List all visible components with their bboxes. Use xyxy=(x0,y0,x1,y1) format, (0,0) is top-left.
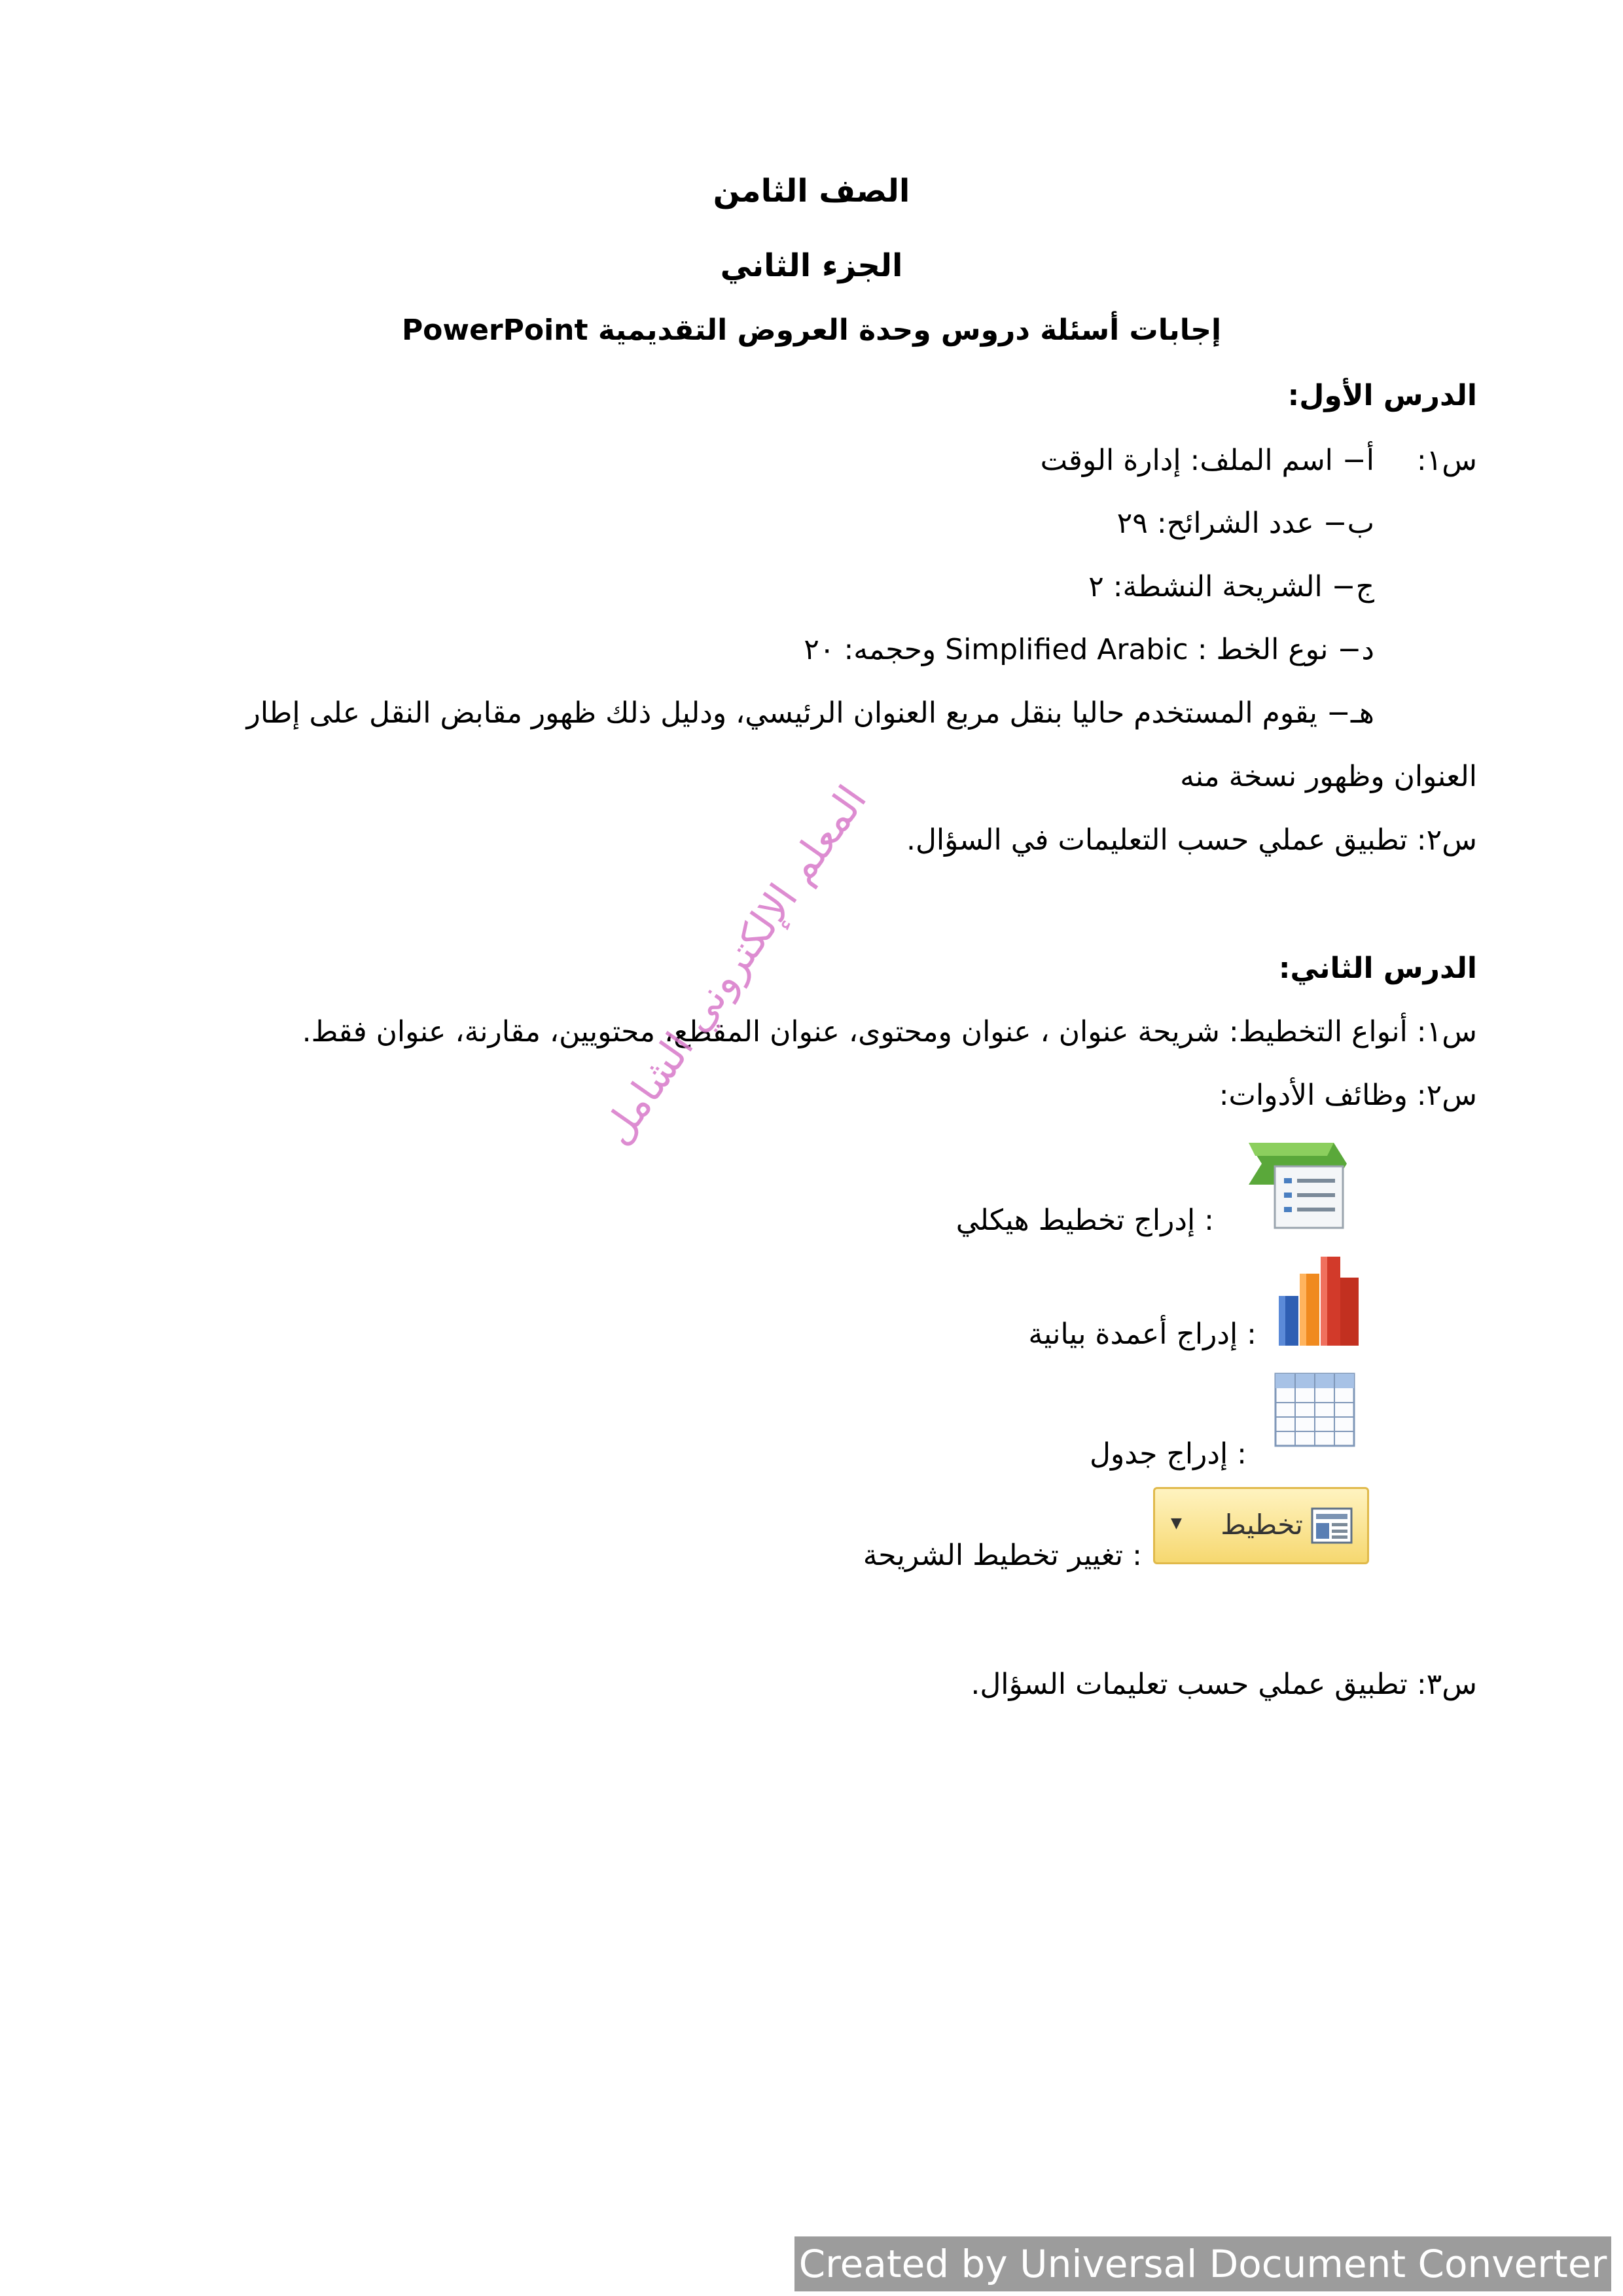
tool-smartart-label: : إدراج تخطيط هيكلي xyxy=(955,1204,1214,1237)
table-icon xyxy=(1273,1371,1357,1448)
bar-chart-icon xyxy=(1275,1251,1361,1350)
layout-button-label: تخطيط xyxy=(1221,1509,1303,1541)
q1-answer-d: د− نوع الخط : Simplified Arabic وحجمه: ٢٠ xyxy=(804,633,1374,666)
lesson2-heading: الدرس الثاني: xyxy=(1278,952,1477,985)
tool-chart-label: : إدراج أعمدة بيانية xyxy=(1028,1318,1257,1351)
layout-icon xyxy=(1311,1507,1353,1544)
lesson1-q2: س٢: تطبيق عملي حسب التعليمات في السؤال. xyxy=(906,823,1477,857)
lesson2-q3: س٣: تطبيق عملي حسب تعليمات السؤال. xyxy=(971,1668,1477,1701)
converter-footer: Created by Universal Document Converter xyxy=(794,2236,1611,2291)
lesson1-heading: الدرس الأول: xyxy=(1287,379,1477,412)
q1-answer-a: أ− اسم الملف: إدارة الوقت xyxy=(1040,444,1374,477)
q1-answer-b: ب− عدد الشرائح: ٢٩ xyxy=(1116,507,1374,540)
smartart-icon xyxy=(1236,1138,1351,1234)
subtitle: إجابات أسئلة دروس وحدة العروض التقديمية PowerPoint xyxy=(401,314,1222,347)
watermark: المعلم الإلكتروني الشامل xyxy=(592,776,876,1153)
part-title: الجزء الثاني xyxy=(720,247,903,284)
q1-answer-e-line2: العنوان وظهور نسخة منه xyxy=(1180,760,1477,793)
tool-layout-label: : تغيير تخطيط الشريحة xyxy=(863,1539,1142,1572)
lesson2-q1: س١: أنواع التخطيط: شريحة عنوان ، عنوان ومحتوى، عنوان المقطع، محتويين، مقارنة، عنوان فقط. xyxy=(302,1015,1477,1049)
q1-answer-e-line1: هـ− يقوم المستخدم حاليا بنقل مربع العنوان الرئيسي، ودليل ذلك ظهور مقابض النقل على إطار xyxy=(246,696,1374,730)
lesson2-q2: س٢: وظائف الأدوات: xyxy=(1219,1079,1477,1112)
dropdown-arrow-icon: ▼ xyxy=(1171,1515,1182,1532)
page-title: الصف الثامن xyxy=(713,173,910,209)
tool-table-label: : إدراج جدول xyxy=(1089,1437,1247,1471)
layout-button xyxy=(1153,1487,1369,1564)
q1-answer-c: ج− الشريحة النشطة: ٢ xyxy=(1088,570,1374,603)
q1-label: س١: xyxy=(1416,444,1477,477)
